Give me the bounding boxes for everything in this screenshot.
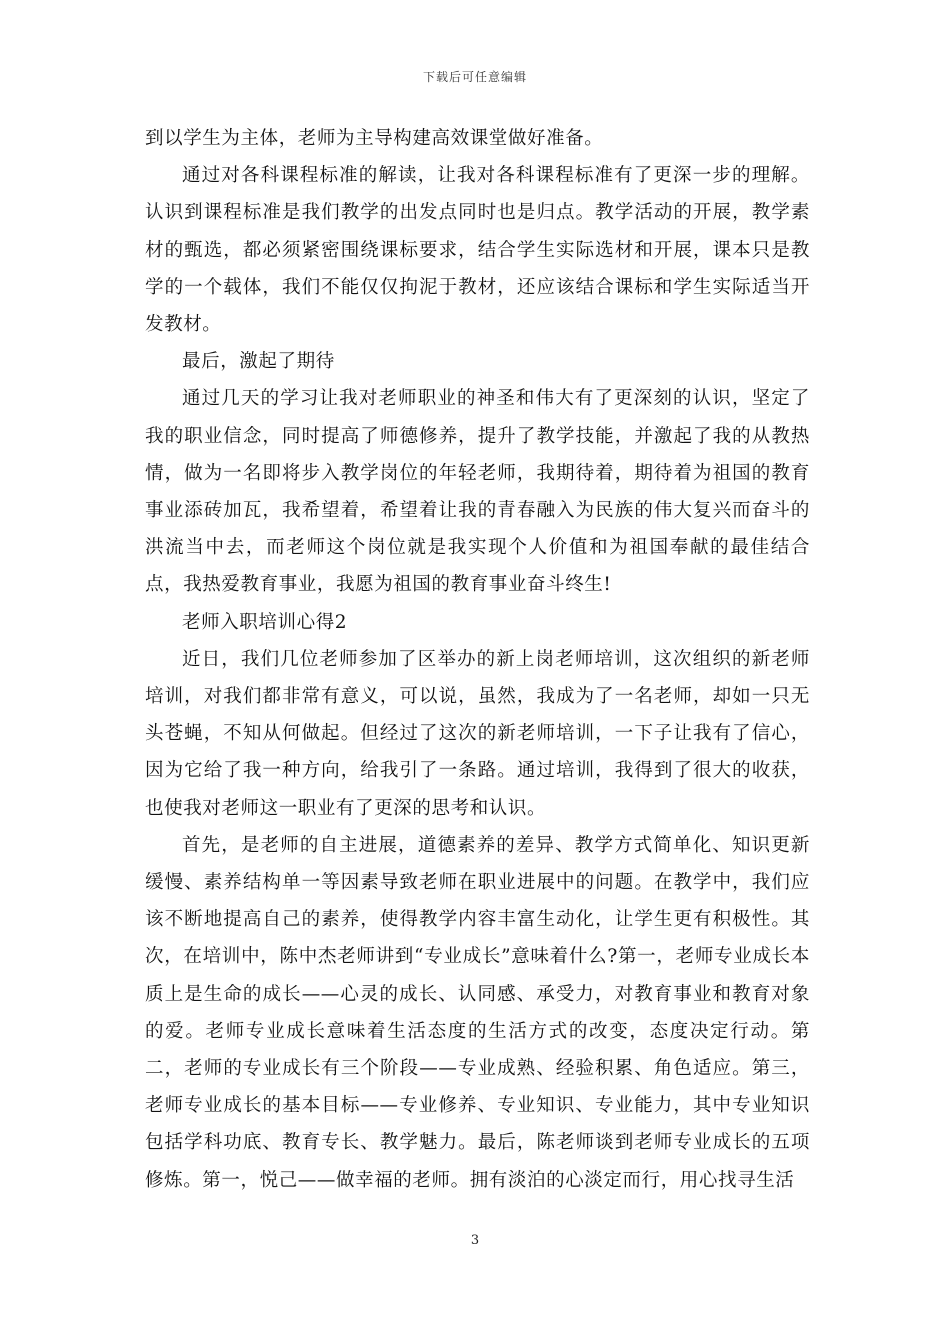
paragraph: 近日，我们几位老师参加了区举办的新上岗老师培训，这次组织的新老师培训，对我们都非常有意义，可以说，虽然，我成为了一名老师，却如一只无头苍蝇，不知从何做起。但经过了这次的新老师培训，一下子让我有了信心，因为它给了我一种方向，给我引了一条路。通过培训，我得到了很大的收获，也使我对老师这一职业有了更深的思考和认识。	[145, 648, 810, 819]
article-title: 老师入职培训心得2	[182, 611, 348, 633]
paragraph: 首先，是老师的自主进展，道德素养的差异、教学方式简单化、知识更新缓慢、素养结构单一等因素导致老师在职业进展中的问题。在教学中，我们应该不断地提高自己的素养，使得教学内容丰富生动化，让学生更有积极性。其次，在培训中，陈中杰老师讲到“专业成长”意味着什么?第一，老师专业成长本质上是生命的成长——心灵的成长、认同感、承受力，对教育事业和教育对象的爱。老师专业成长意味着生活态度的生活方式的改变，态度决定行动。第二，老师的专业成长有三个阶段——专业成熟、经验积累、角色适应。第三，老师专业成长的基本目标——专业修养、专业知识、专业能力，其中专业知识包括学科功底、教育专长、教学魅力。最后，陈老师谈到老师专业成长的五项修炼。第一，悦己——做幸福的老师。拥有淡泊的心淡定而行，用心找寻生活	[145, 834, 810, 1191]
paragraph: 通过对各科课程标准的解读，让我对各科课程标准有了更深一步的理解。认识到课程标准是我们教学的出发点同时也是归点。教学活动的开展，教学素材的甄选，都必须紧密围绕课标要求，结合学生实际选材和开展，课本只是教学的一个载体，我们不能仅仅拘泥于教材，还应该结合课标和学生实际适当开发教材。	[145, 165, 810, 336]
page-header: 下载后可任意编辑	[422, 70, 527, 84]
paragraph: 到以学生为主体，老师为主导构建高效课堂做好准备。	[145, 128, 604, 149]
page-number: 3	[470, 1233, 480, 1248]
document-body	[145, 120, 810, 1199]
section-heading: 最后，激起了期待	[182, 351, 335, 373]
paragraph: 通过几天的学习让我对老师职业的神圣和伟大有了更深刻的认识，坚定了我的职业信念，同时提高了师德修养，提升了教学技能，并激起了我的从教热情，做为一名即将步入教学岗位的年轻老师，我期待着，期待着为祖国的教育事业添砖加瓦，我希望着，希望着让我的青春融入为民族的伟大复兴而奋斗的洪流当中去，而老师这个岗位就是我实现个人价值和为祖国奉献的最佳结合点，我热爱教育事业，我愿为祖国的教育事业奋斗终生!	[145, 388, 810, 596]
